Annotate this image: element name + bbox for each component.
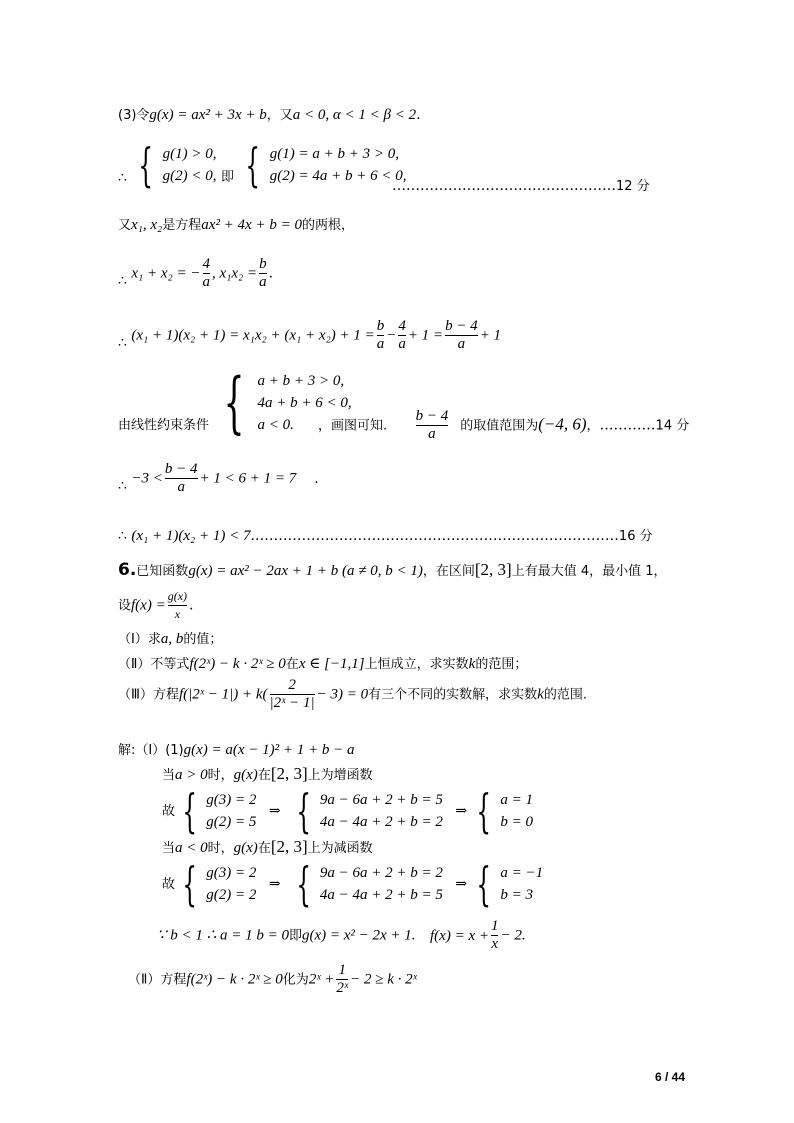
- case-1-system: 故 { g(3) = 2 g(2) = 5 ⇒ { 9a − 6a + 2 + b = 5 4a − 4a + 2 + b = 2 ⇒ { a = 1 b = 0: [162, 784, 533, 838]
- therefore-symbol: ∴: [118, 170, 127, 186]
- left-brace: {: [295, 857, 311, 911]
- case-1-line: 当a > 0时，g(x)在[2, 3]上为增函数: [162, 764, 373, 783]
- bound-line: ∴ −3 < $\frac{b - 4}{a}$ + 1 < 6 + 1 = 7 .: [118, 461, 319, 495]
- part3-line: (3)令g(x) = ax² + 3x + b，又a < 0, α < 1 < β < 2.: [118, 107, 421, 123]
- conclusion-line: ∴ (x₁ + 1)(x₂ + 1) < 7.……………………………………………………………………16 分: [118, 528, 653, 544]
- roots-line: 又x₁, x₂是方程ax² + 4x + b = 0的两根，: [118, 217, 354, 233]
- left-brace: {: [476, 857, 492, 911]
- implies-arrow: ⇒: [455, 876, 468, 892]
- case-2-line: 当a < 0时，g(x)在[2, 3]上为减函数: [162, 837, 373, 856]
- page-number: 6 / 44: [655, 1070, 686, 1084]
- left-brace: {: [138, 138, 154, 192]
- result-line: ∵ b < 1 ∴ a = 1 b = 0即g(x) = x² − 2x + 1. f(x) = x + $\frac{1}{x}$ − 2.: [157, 918, 526, 952]
- part-2-line: （Ⅱ）方程f(2ˣ) − k · 2ˣ ≥ 0化为2ˣ + $\frac{1}{\text{2ˣ}}$ − 2 ≥ k · 2ˣ: [128, 962, 417, 996]
- f-definition-line: 设f(x) = $\frac{g(x)}{x}$ .: [118, 589, 194, 621]
- left-brace: {: [223, 364, 245, 441]
- question-1: （Ⅰ）求a, b的值；: [118, 631, 223, 647]
- vieta-line: ∴ x₁ + x₂ = − $\frac{4}{a}$ , x₁x₂ = $\frac{b}{a}$ .: [118, 256, 274, 290]
- range-line: ，画图可知. $\frac{b - 4}{a}$ 的取值范围为(−4, 6)，…………14 分: [318, 408, 690, 442]
- system-1: ∴ { g(1) > 0, g(2) < 0, 即 { g(1) = a + b + 3 > 0, g(2) = 4a + b + 6 < 0,: [118, 138, 407, 192]
- left-brace: {: [245, 138, 261, 192]
- expand-line: ∴ (x₁ + 1)(x₂ + 1) = x₁x₂ + (x₁ + x₂) + 1 = $\frac{b}{a}$ − $\frac{4}{a}$ + 1 = $\frac{b - 4}{a}$ + 1: [118, 318, 502, 352]
- left-brace: {: [295, 784, 311, 838]
- question-3: （Ⅲ）方程f(|2ˣ − 1|) + k( $\frac{2}{\text{|2ˣ − 1|}}$ − 3) = 0有三个不同的实数解，求实数k的范围.: [118, 677, 587, 711]
- implies-arrow: ⇒: [268, 803, 281, 819]
- linear-constraints-line: 由线性约束条件 { a + b + 3 > 0, 4a + b + 6 < 0, a < 0.: [118, 364, 352, 441]
- implies-arrow: ⇒: [455, 803, 468, 819]
- left-brace: {: [476, 784, 492, 838]
- left-brace: {: [182, 857, 197, 911]
- implies-arrow: ⇒: [268, 876, 281, 892]
- solution-header: 解:（Ⅰ）(1)g(x) = a(x − 1)² + 1 + b − a: [118, 742, 355, 758]
- left-brace: {: [182, 784, 197, 838]
- score-12: …………………………………………12 分: [392, 178, 650, 194]
- question-2: （Ⅱ）不等式f(2ˣ) − k · 2ˣ ≥ 0在x ∈ [−1,1]上恒成立，求实数k的范围；: [118, 656, 528, 672]
- problem-6-line: 6.已知函数g(x) = ax² − 2ax + 1 + b (a ≠ 0, b < 1)，在区间[2, 3]上有最大值 4，最小值 1，: [118, 560, 667, 580]
- case-2-system: 故 { g(3) = 2 g(2) = 2 ⇒ { 9a − 6a + 2 + b = 2 4a − 4a + 2 + b = 5 ⇒ { a = −1 b = 3: [162, 857, 544, 911]
